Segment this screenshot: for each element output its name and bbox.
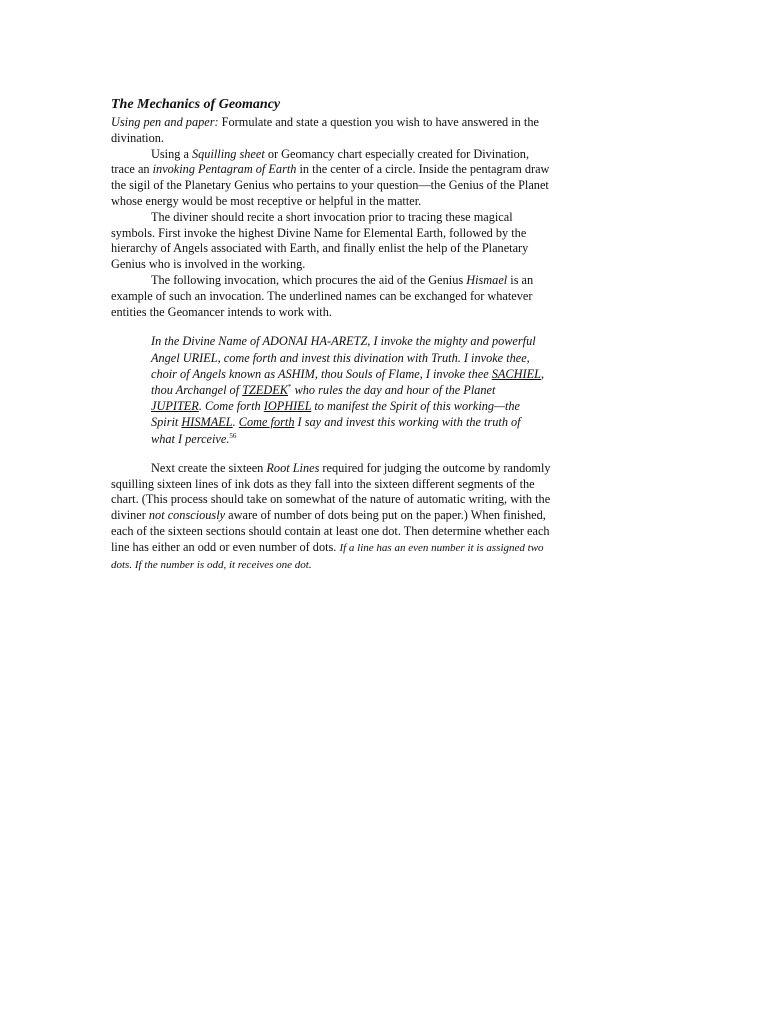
p4-text-1: The following invocation, which procures the aid of the Genius (151, 272, 467, 287)
p2-italic-2: invoking Pentagram of Earth (152, 162, 297, 177)
invocation-text (151, 333, 546, 446)
quote-text-6: . (232, 415, 239, 430)
lead-italic-text: Using pen and paper: (111, 115, 219, 129)
underlined-name-jupiter: JUPITER (151, 399, 199, 414)
section-title: The Mechanics of Geomancy (111, 97, 281, 112)
p5-italic-1: Root Lines (266, 460, 320, 475)
footnote-marker: 56 (229, 431, 237, 440)
p5-italic-2: not consciously (148, 508, 226, 523)
p2-text-2: or Geomancy chart especially created for Divination, trace an (111, 146, 530, 177)
p2-italic-1: Squilling sheet (192, 146, 265, 161)
underlined-name-hismael: HISMAEL (181, 415, 233, 430)
quote-text-7: I say and invest this working with the truth of what I perceive. (151, 415, 521, 446)
paragraph-4 (111, 273, 553, 320)
quote-text-5: to manifest the Spirit of this working—the Spirit (151, 399, 521, 430)
invocation-quote (151, 333, 546, 446)
p2-text-1: Using a (151, 146, 192, 161)
underlined-name-tzedek: TZEDEK (242, 382, 288, 397)
p2-text-3: in the center of a circle. Inside the pentagram draw the sigil of the Planetary Genius who pertains to your question—the Genius of the Planet whose energy would be most receptive or helpful in the matter. (111, 162, 550, 208)
quote-text-4: . Come forth (198, 399, 264, 414)
underlined-come-forth: Come forth (238, 415, 295, 430)
paragraph-1 (111, 115, 553, 147)
quote-text-2: , thou Archangel of (151, 366, 545, 397)
p4-italic-1: Hismael (466, 272, 508, 287)
underlined-name-sachiel: SACHIEL (491, 366, 541, 381)
p5-text-2: required for judging the outcome by randomly squilling sixteen lines of ink dots as they fall into the sixteen different segments of the chart. (This process should take on somewhat of the nature of automatic writing, with the diviner (111, 460, 551, 523)
p5-text-3: aware of number of dots being put on the paper.) When finished, each of the sixteen sections should contain at least one dot. Then determine whether each line has either an odd or even number of dots. (111, 508, 550, 554)
quote-text-1: In the Divine Name of ADONAI HA-ARETZ, I invoke the mighty and powerful Angel URIEL, come forth and invest this divination with Truth. I invoke thee, choir of Angels known as ASHIM, thou Souls of Flame, I invoke thee (151, 334, 536, 381)
paragraph-5 (111, 461, 553, 574)
page-content (111, 96, 553, 573)
p4-text-2: is an example of such an invocation. The underlined names can be exchanged for whatever entities the Geomancer intends to work with. (111, 272, 534, 319)
quote-text-3: who rules the day and hour of the Planet (291, 382, 496, 397)
asterisk-mark: * (288, 382, 292, 391)
p5-italic-3: If a line has an even number it is assigned two dots. If the number is odd, it receives one dot. (111, 541, 544, 571)
paragraph-3: The diviner should recite a short invocation prior to tracing these magical symbols. First invoke the highest Divine Name for Elemental Earth, followed by the hierarchy of Angels associated with Earth, and finally enlist the help of the Planetary Genius who is involved in the working. (111, 209, 529, 272)
paragraph-2 (111, 147, 553, 210)
p5-text-1: Next create the sixteen (151, 460, 267, 475)
paragraph-1-text: Formulate and state a question you wish to have answered in the divination. (111, 115, 539, 145)
underlined-name-iophiel: IOPHIEL (263, 399, 312, 414)
